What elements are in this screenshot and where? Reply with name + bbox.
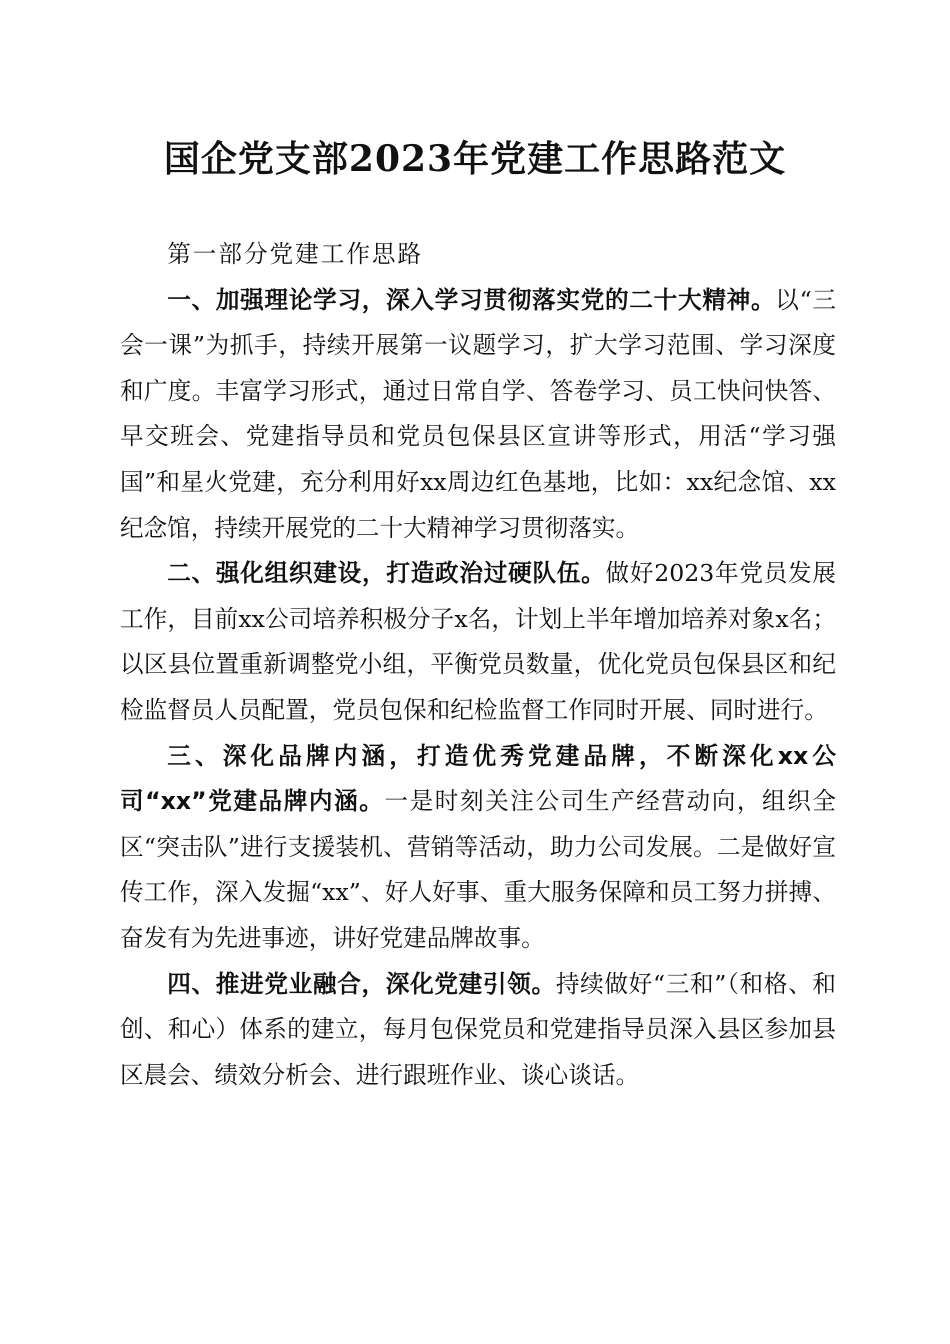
section-subtitle: 第一部分党建工作思路 <box>167 240 424 268</box>
paragraph-2-text: 做好2023年党员发展工作，目前xx公司培养积极分子x名，计划上半年增加培养对象x名；以区县位置重新调整党小组，平衡党员数量，优化党员包保县区和纪检监督员人员配置，党员包保和纪检监督工作同时开展、同时进行。 <box>120 559 836 724</box>
paragraph-4 <box>120 962 836 1099</box>
paragraph-4-heading: 四、推进党业融合，深化党建引领。 <box>167 969 556 998</box>
paragraph-4-text: 持续做好“三和”（和格、和创、和心）体系的建立，每月包保党员和党建指导员深入县区参加县区晨会、绩效分析会、进行跟班作业、谈心谈话。 <box>120 969 837 1089</box>
document-title: 国企党支部2023年党建工作思路范文 <box>163 138 787 180</box>
document-body <box>120 232 836 1098</box>
paragraph-3-heading: 三、深化品牌内涵，打造优秀党建品牌，不断深化xx公司“xx”党建品牌内涵。 <box>120 741 836 816</box>
paragraph-3-text: 一是时刻关注公司生产经营动向，组织全区“突击队”进行支援装机、营销等活动，助力公司发展。二是做好宣传工作，深入发掘“xx”、好人好事、重大服务保障和员工努力拼搏、奋发有为先进事迹，讲好党建品牌故事。 <box>120 787 837 952</box>
paragraph-1-heading: 一、加强理论学习，深入学习贯彻落实党的二十大精神。 <box>167 285 776 314</box>
paragraph-2 <box>120 551 836 733</box>
paragraph-2-heading: 二、强化组织建设，打造政治过硬队伍。 <box>167 559 606 588</box>
paragraph-1 <box>120 278 836 552</box>
paragraph-1-text: 以“三会一课”为抓手，持续开展第一议题学习，扩大学习范围、学习深度和广度。丰富学习形式，通过日常自学、答卷学习、员工快问快答、早交班会、党建指导员和党员包保县区宣讲等形式，用活“学习强国”和星火党建，充分利用好xx周边红色基地，比如：xx纪念馆、xx纪念馆，持续开展党的二十大精神学习贯彻落实。 <box>120 285 837 542</box>
paragraph-3 <box>120 734 836 962</box>
